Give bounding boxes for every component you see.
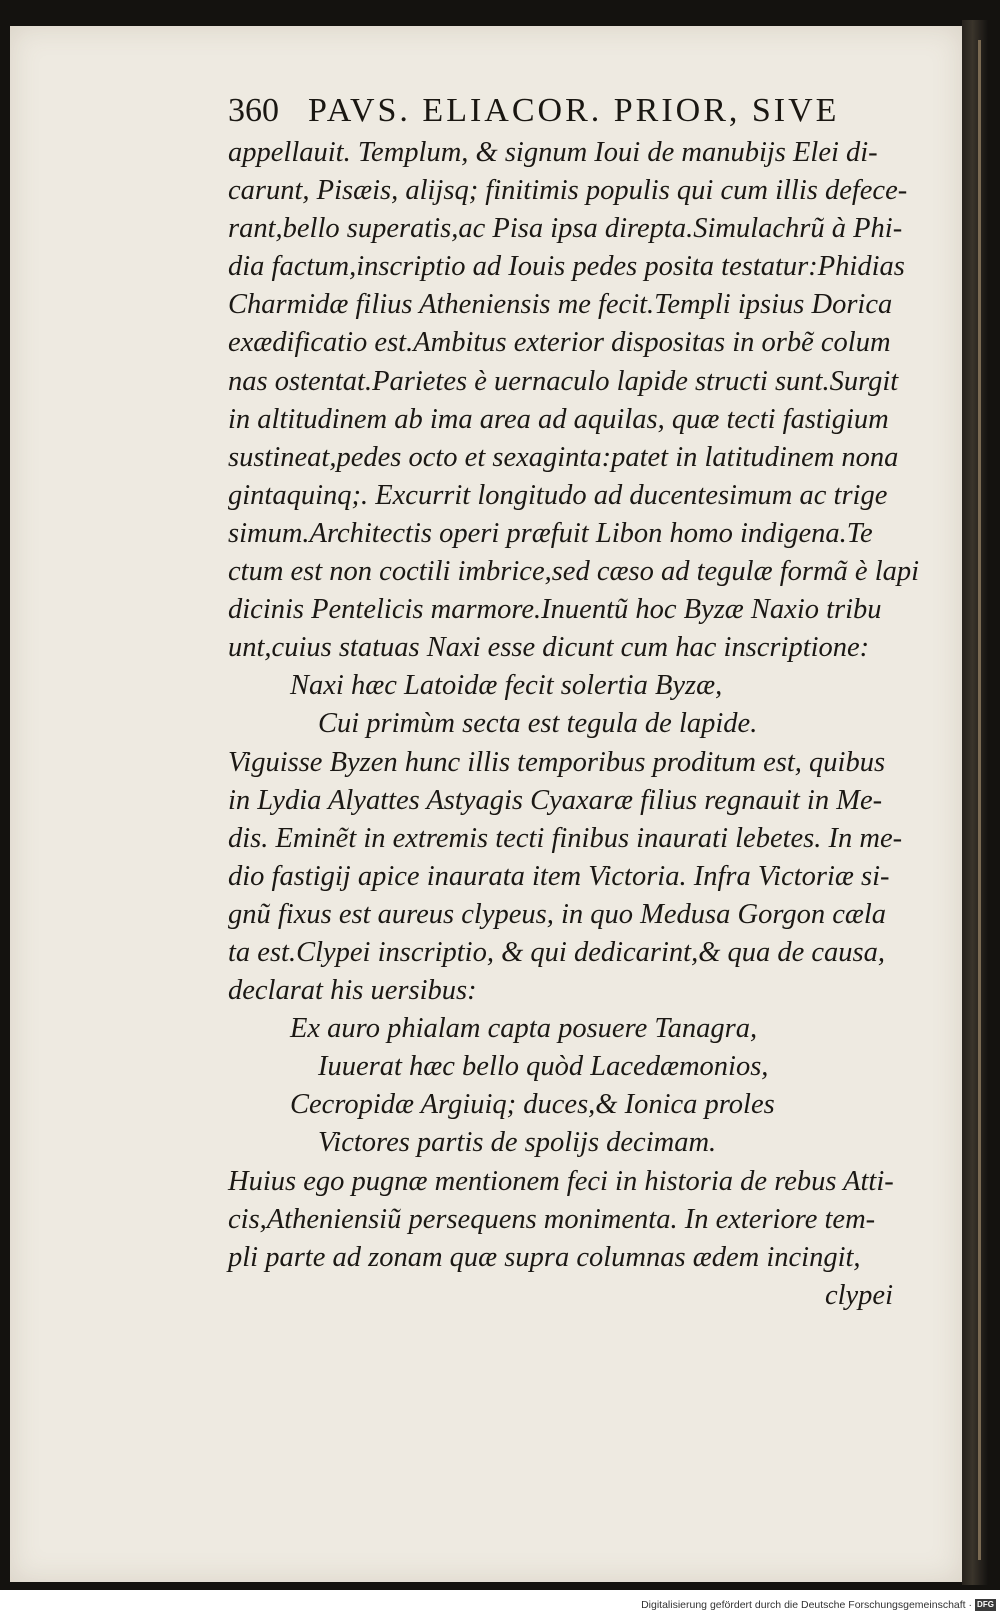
running-title: PAVS. ELIACOR. PRIOR, SIVE: [308, 92, 840, 129]
text-line: exædificatio est.Ambitus exterior dispositas in orbẽ colum: [228, 327, 891, 359]
text-line: Viguisse Byzen hunc illis temporibus proditum est, quibus: [228, 746, 886, 778]
book-edge: [962, 20, 988, 1585]
catchword: clypei: [824, 1279, 893, 1311]
book-edge-line: [978, 40, 981, 1560]
text-line: appellauit. Templum, & signum Ioui de manubijs Elei di-: [228, 137, 878, 168]
text-line: in altitudinem ab ima area ad aquilas, quæ tecti fastigium: [228, 403, 889, 435]
text-line: gintaquinq;. Excurrit longitudo ad ducentesimum ac trige: [228, 479, 888, 511]
text-line: carunt, Pisæis, alijsq; finitimis populis qui cum illis defece-: [228, 175, 908, 207]
funding-credit: Digitalisierung gefördert durch die Deutsche Forschungsgemeinschaft ·: [641, 1599, 972, 1611]
text-line: pli parte ad zonam quæ supra columnas ædem incingit,: [228, 1241, 861, 1273]
dfg-logo-icon: DFG: [975, 1599, 996, 1611]
text-line: sustineat,pedes octo et sexaginta:patet in latitudinem nona: [228, 441, 899, 473]
page-number: 360: [228, 92, 279, 129]
text-line: ta est.Clypei inscriptio, & qui dedicarint,& qua de causa,: [228, 936, 886, 968]
verse-line: Naxi hæc Latoidæ fecit solertia Byzæ,: [290, 670, 723, 702]
text-line: declarat his uersibus:: [228, 975, 477, 1007]
text-line: unt,cuius statuas Naxi esse dicunt cum hac inscriptione:: [228, 632, 870, 664]
verse-line: Cecropidæ Argiuiq; duces,& Ionica proles: [290, 1089, 775, 1121]
text-line: gnũ fixus est aureus clypeus, in quo Medusa Gorgon cæla: [228, 898, 887, 930]
text-line: in Lydia Alyattes Astyagis Cyaxaræ filius regnauit in Me-: [228, 784, 883, 816]
page-body: [228, 134, 918, 1315]
verse-line: Cui primùm secta est tegula de lapide.: [318, 708, 758, 740]
text-line: dia factum,inscriptio ad Iouis pedes posita testatur:Phidias: [228, 251, 905, 283]
page-header: [228, 92, 888, 136]
text-line: dicinis Pentelicis marmore.Inuentũ hoc Byzæ Naxio tribu: [228, 594, 882, 626]
verse-line: Victores partis de spolijs decimam.: [318, 1127, 717, 1159]
text-line: dis. Eminẽt in extremis tecti finibus inaurati lebetes. In me-: [228, 822, 903, 854]
text-line: dio fastigij apice inaurata item Victoria. Infra Victoriæ si-: [228, 860, 890, 892]
text-line: cis,Atheniensiũ persequens monimenta. In exteriore tem-: [228, 1203, 876, 1235]
text-line: nas ostentat.Parietes è uernaculo lapide structi sunt.Surgit: [228, 365, 899, 397]
text-line: ctum est non coctili imbrice,sed cæso ad tegulæ formã è lapi: [228, 556, 920, 588]
text-line: rant,bello superatis,ac Pisa ipsa direpta.Simulachrũ à Phi-: [228, 213, 903, 245]
verse-line: Iuuerat hæc bello quòd Lacedæmonios,: [318, 1051, 769, 1083]
text-line: simum.Architectis operi præfuit Libon homo indigena.Te: [228, 517, 873, 549]
verse-line: Ex auro phialam capta posuere Tanagra,: [290, 1013, 758, 1045]
text-line: Huius ego pugnæ mentionem feci in historia de rebus Atti-: [228, 1165, 894, 1197]
text-line: Charmidæ filius Atheniensis me fecit.Templi ipsius Dorica: [228, 289, 893, 321]
